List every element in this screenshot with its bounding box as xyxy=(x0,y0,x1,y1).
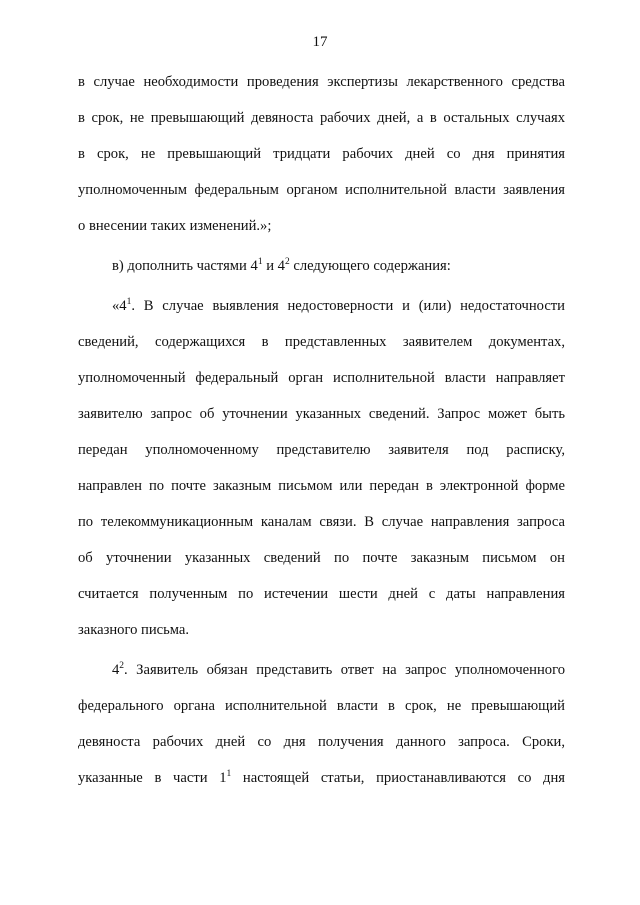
text-line: заказного письма. xyxy=(78,622,190,638)
paragraph-amendment-intro xyxy=(78,248,565,284)
text-line: передан уполномоченному представителю заявителя под расписку, xyxy=(78,442,565,458)
text-fragment: настоящей статьи, приостанавливаются со дня xyxy=(231,770,565,786)
text-fragment: . В случае выявления недостоверности и (или) недостаточности xyxy=(131,298,565,314)
text-fragment: и 4 xyxy=(262,258,285,274)
superscript: 2 xyxy=(284,257,290,267)
text-fragment: указанные в части 1 xyxy=(78,770,227,786)
superscript: 1 xyxy=(226,769,232,779)
text-line: по телекоммуникационным каналам связи. В случае направления запроса xyxy=(78,514,565,530)
paragraph-part-4-2 xyxy=(78,652,565,796)
superscript: 1 xyxy=(257,257,263,267)
text-line xyxy=(78,760,565,796)
text-line xyxy=(78,248,565,284)
text-line: уполномоченным федеральным органом исполнительной власти заявления xyxy=(78,182,565,198)
text-fragment: «4 xyxy=(112,298,127,314)
text-line: девяноста рабочих дней со дня получения данного запроса. Сроки, xyxy=(78,734,565,750)
text-line: заявителю запрос об уточнении указанных сведений. Запрос может быть xyxy=(78,406,565,422)
text-line: в срок, не превышающий девяноста рабочих дней, а в остальных случаях xyxy=(78,110,565,126)
text-line xyxy=(78,288,565,324)
text-fragment: в) дополнить частями 4 xyxy=(112,258,258,274)
text-line: федерального органа исполнительной власти в срок, не превышающий xyxy=(78,698,565,714)
text-line: направлен по почте заказным письмом или передан в электронной форме xyxy=(78,478,565,494)
text-fragment: следующего содержания: xyxy=(289,258,451,274)
superscript: 1 xyxy=(126,297,132,307)
page-number: 17 xyxy=(312,34,328,50)
paragraph-part-4-1 xyxy=(78,288,565,648)
paragraph-continuation xyxy=(78,64,565,244)
text-fragment: 4 xyxy=(112,662,120,678)
text-line: в случае необходимости проведения экспертизы лекарственного средства xyxy=(78,74,565,90)
text-line xyxy=(78,652,565,688)
text-fragment: . Заявитель обязан представить ответ на запрос уполномоченного xyxy=(124,662,565,678)
document-body xyxy=(78,64,565,796)
text-line: уполномоченный федеральный орган исполнительной власти направляет xyxy=(78,370,565,386)
text-line: в срок, не превышающий тридцати рабочих дней со дня принятия xyxy=(78,146,565,162)
text-line: считается полученным по истечении шести дней с даты направления xyxy=(78,586,565,602)
text-line: об уточнении указанных сведений по почте заказным письмом он xyxy=(78,550,565,566)
text-line: о внесении таких изменений.»; xyxy=(78,218,272,234)
text-line: сведений, содержащихся в представленных заявителем документах, xyxy=(78,334,565,350)
superscript: 2 xyxy=(119,661,125,671)
